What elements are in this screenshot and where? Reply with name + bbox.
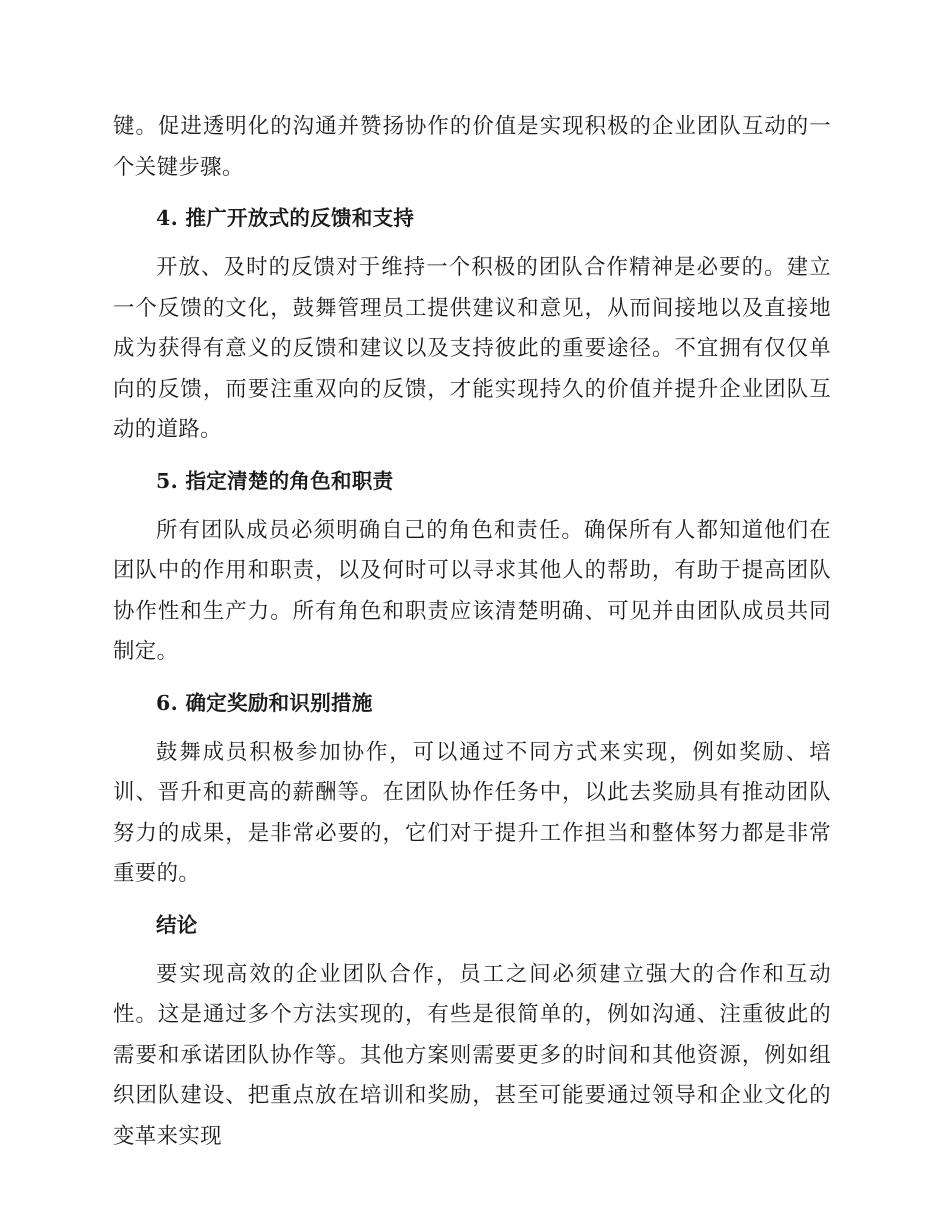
document-page xyxy=(113,107,831,1157)
paragraph-roles: 所有团队成员必须明确自己的角色和责任。确保所有人都知道他们在团队中的作用和职责，以及何时可以寻求其他人的帮助，有助于提高团队协作性和生产力。所有角色和职责应该清楚明确、可见并由团队成员共同制定。 xyxy=(113,517,831,664)
section-heading-roles: 5. 指定清楚的角色和职责 xyxy=(156,468,394,493)
paragraph-rewards: 鼓舞成员积极参加协作，可以通过不同方式来实现，例如奖励、培训、晋升和更高的薪酬等。在团队协作任务中，以此去奖励具有推动团队努力的成果，是非常必要的，它们对于提升工作担当和整体努力都是非常重要的。 xyxy=(113,739,831,886)
paragraph-feedback: 开放、及时的反馈对于维持一个积极的团队合作精神是必要的。建立一个反馈的文化，鼓舞管理员工提供建议和意见，从而间接地以及直接地成为获得有意义的反馈和建议以及支持彼此的重要途径。不宜拥有仅仅单向的反馈，而要注重双向的反馈，才能实现持久的价值并提升企业团队互动的道路。 xyxy=(113,255,831,442)
section-heading-feedback: 4. 推广开放式的反馈和支持 xyxy=(156,206,415,230)
paragraph-conclusion: 要实现高效的企业团队合作，员工之间必须建立强大的合作和互动性。这是通过多个方法实现的，有些是很简单的，例如沟通、注重彼此的需要和承诺团队协作等。其他方案则需要更多的时间和其他资源，例如组织团队建设、把重点放在培训和奖励，甚至可能要通过领导和企业文化的变革来实现 xyxy=(113,961,831,1149)
paragraph-intro-tail: 键。促进透明化的沟通并赞扬协作的价值是实现积极的企业团队互动的一个关键步骤。 xyxy=(113,114,831,180)
section-heading-conclusion: 结论 xyxy=(156,912,198,937)
section-heading-rewards: 6. 确定奖励和识别措施 xyxy=(156,690,373,715)
